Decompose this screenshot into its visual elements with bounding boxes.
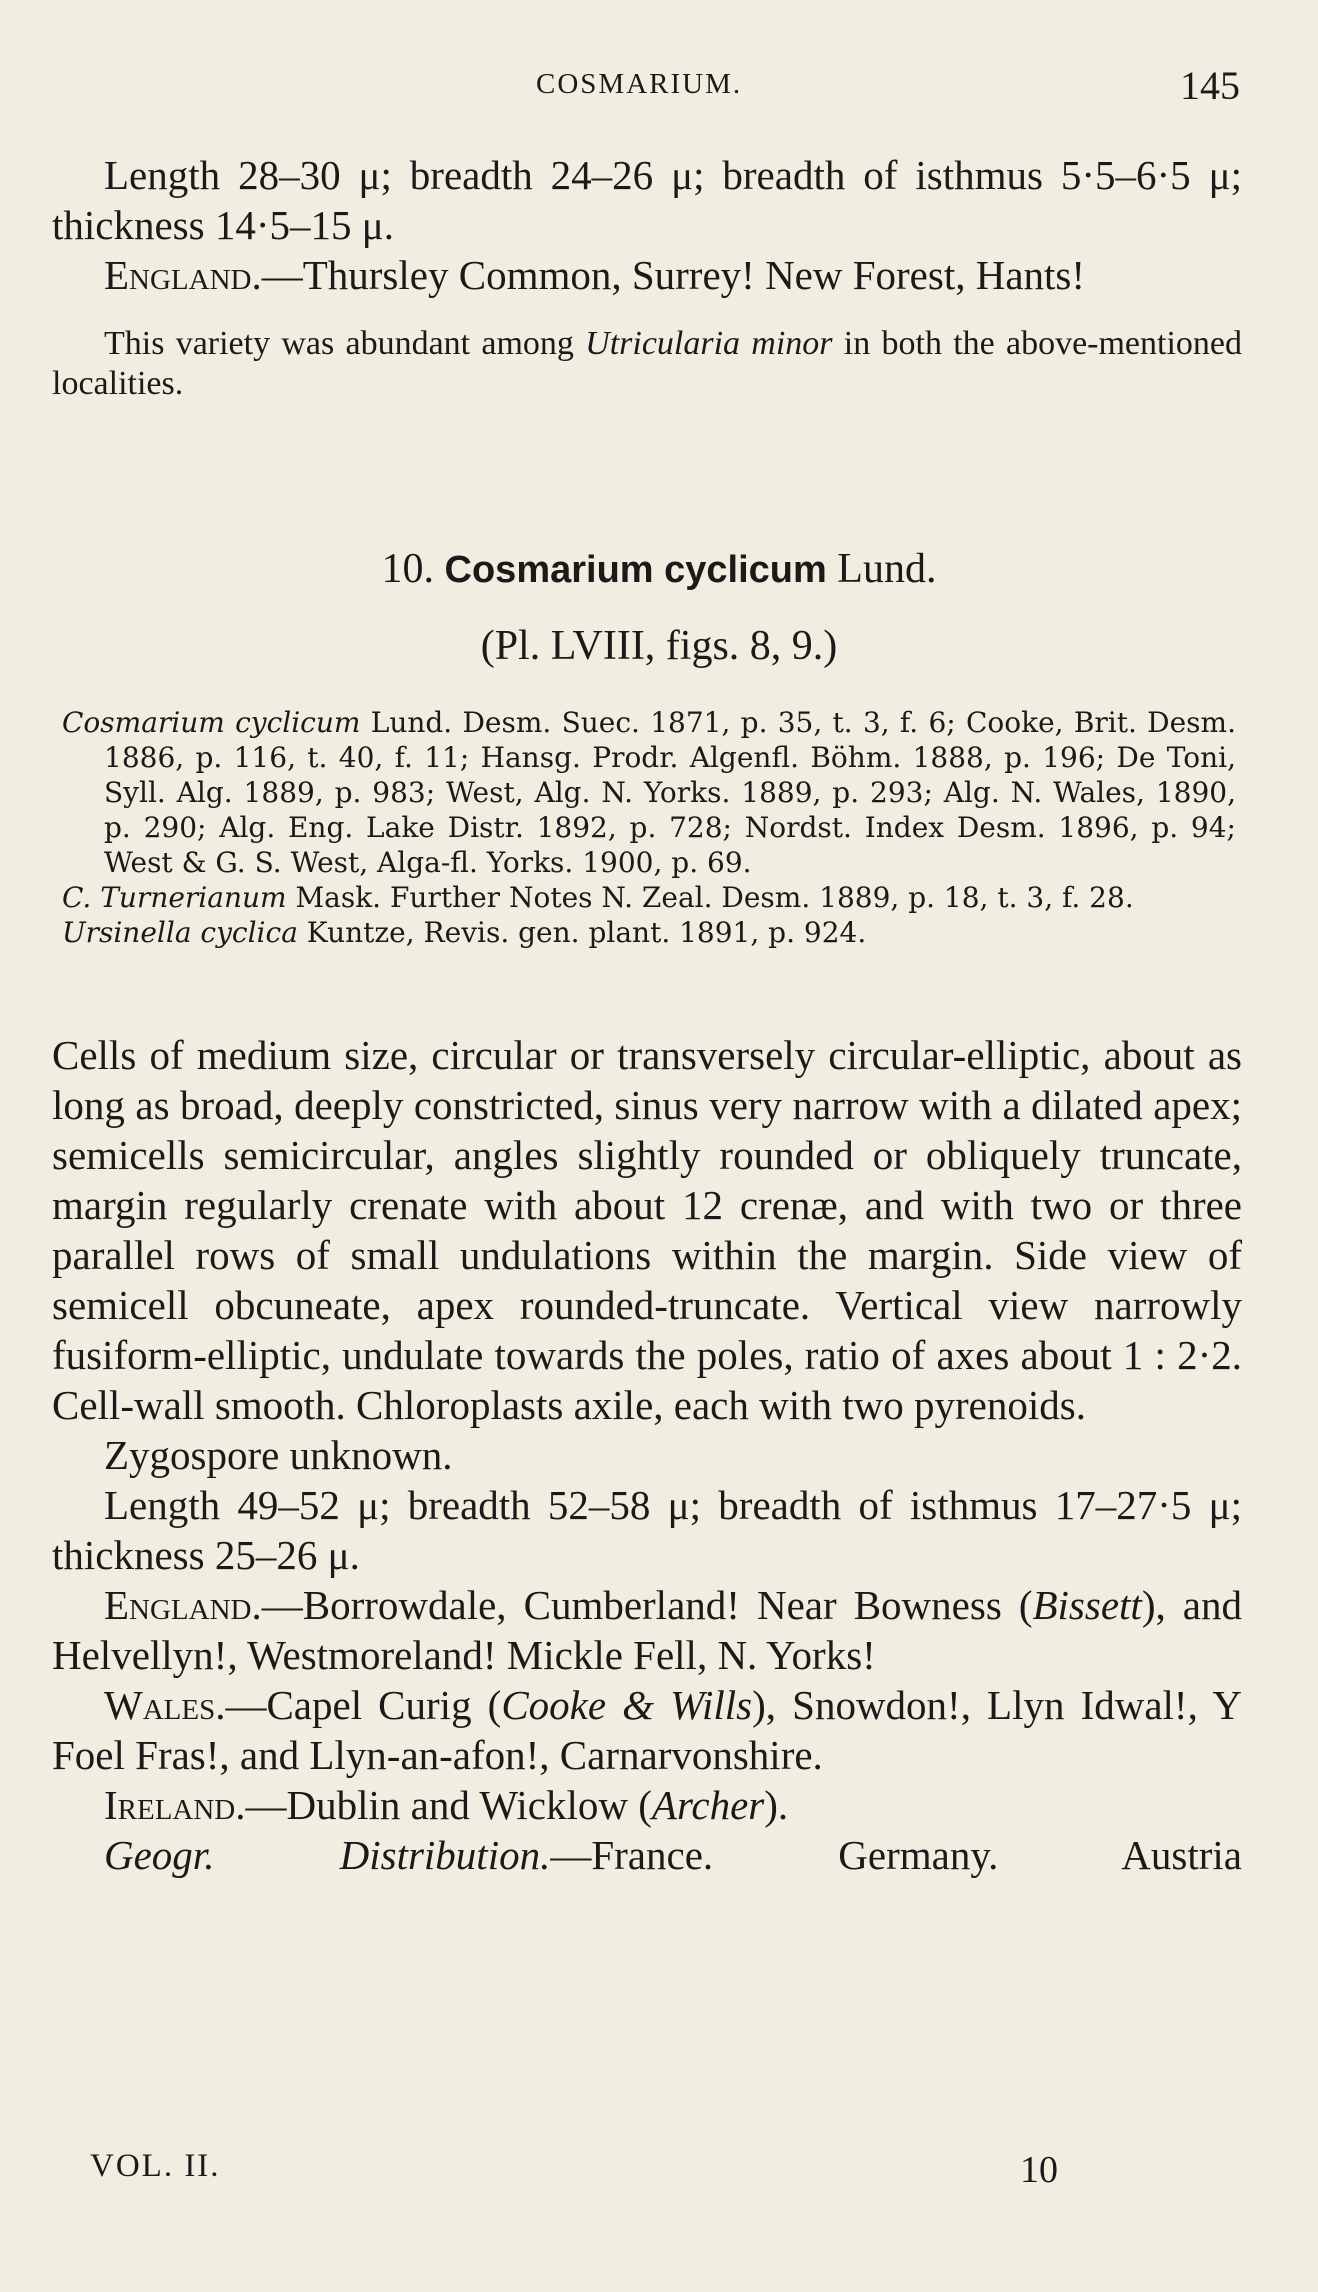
species-name: Cosmarium cyclicum — [444, 549, 827, 591]
synonym-entry — [62, 880, 1236, 915]
distribution-text: —France. Germany. Austria — [550, 1832, 1242, 1878]
volume-label: VOL. II. — [90, 2148, 221, 2184]
previous-variety-england — [52, 250, 1242, 300]
synonym-taxon: Cosmarium cyclicum — [62, 706, 361, 739]
running-head — [0, 62, 1318, 112]
ireland-label: Ireland. — [104, 1782, 246, 1828]
species-author: Lund. — [837, 546, 937, 592]
england-label: England. — [104, 252, 262, 298]
page-number: 145 — [1180, 63, 1240, 108]
locality-wales — [52, 1680, 1242, 1780]
previous-variety-section — [52, 150, 1242, 404]
synonym-taxon: C. Turnerianum — [62, 881, 287, 914]
running-title: COSMARIUM. — [536, 68, 743, 100]
england-localities: —Thursley Common, Surrey! New Forest, Hants! — [261, 252, 1086, 298]
zygospore-note: Zygospore unknown. — [104, 1432, 453, 1478]
description-paragraph: Cells of medium size, circular or transversely circular-elliptic, about as long as broad, deeply constricted, sinus very narrow with a dilated apex; semicells semicircular, angles slightly rounded or obliquely truncate, margin regularly crenate with about 12 crenæ, and with two or three parallel rows of small undulations within the margin. Side view of semicell obcuneate, apex rounded-truncate. Vertical view narrowly fusiform-elliptic, undulate towards the poles, ratio of axes about 1 : 2·2. Cell-wall smooth. Chloroplasts axile, each with two pyrenoids. — [52, 1032, 1242, 1428]
species-description-section — [52, 1030, 1242, 1880]
england-label: England. — [104, 1582, 262, 1628]
synonym-taxon: Ursinella cyclica — [62, 916, 298, 949]
signature-mark: 10 — [1020, 2149, 1058, 2191]
previous-variety-note — [52, 324, 1242, 404]
note-after: in both the above-mentioned localities. — [52, 325, 1243, 402]
note-taxon: Utricularia minor — [585, 325, 833, 362]
synonym-citation: Mask. Further Notes N. Zeal. Desm. 1889, p. 18, t. 3, f. 28. — [286, 881, 1134, 914]
synonymy-list — [62, 705, 1236, 950]
collector-name: Archer — [651, 1782, 765, 1828]
wales-text: ), Snowdon!, Llyn Idwal!, Y Foel Fras!, and Llyn-an-afon!, Carnarvonshire. — [52, 1682, 1243, 1778]
species-number: 10. — [381, 546, 435, 592]
locality-england — [52, 1580, 1242, 1680]
collector-name: Cooke & Wills — [501, 1682, 753, 1728]
synonym-entry — [62, 705, 1236, 880]
species-measurements: Length 49–52 μ; breadth 52–58 μ; breadth of isthmus 17–27·5 μ; thickness 25–26 μ. — [52, 1482, 1242, 1578]
wales-label: Wales. — [104, 1682, 226, 1728]
page-footer — [90, 2148, 1230, 2198]
ireland-text: —Dublin and Wicklow ( — [245, 1782, 652, 1828]
collector-name: Bissett — [1032, 1582, 1142, 1628]
note-before: This variety was abundant among — [104, 325, 586, 362]
locality-ireland — [52, 1780, 1242, 1830]
synonym-citation: Kuntze, Revis. gen. plant. 1891, p. 924. — [297, 916, 867, 949]
synonym-citation: Lund. Desm. Suec. 1871, p. 35, t. 3, f. 6; Cooke, Brit. Desm. 1886, p. 116, t. 40, f. 11; Hansg. Prodr. Algenfl. Böhm. 1888, p. 196; De Toni, Syll. Alg. 1889, p. 983; West, Alg. N. Yorks. 1889, p. 293; Alg. N. Wales, 1890, p. 290; Alg. Eng. Lake Distr. 1892, p. 728; Nordst. Index Desm. 1896, p. 94; West & G. S. West, Alga-fl. Yorks. 1900, p. 69. — [104, 706, 1236, 879]
previous-variety-measurements: Length 28–30 μ; breadth 24–26 μ; breadth of isthmus 5·5–6·5 μ; thickness 14·5–15 μ. — [52, 152, 1242, 248]
synonym-entry — [62, 915, 1236, 950]
geographic-distribution — [52, 1830, 1242, 1880]
wales-text: —Capel Curig ( — [225, 1682, 502, 1728]
england-text: ), and Helvellyn!, Westmoreland! Mickle Fell, N. Yorks! — [52, 1582, 1242, 1678]
england-text: —Borrowdale, Cumberland! Near Bowness ( — [261, 1582, 1033, 1628]
ireland-text: ). — [764, 1782, 789, 1828]
distribution-label: Geogr. Distribution. — [104, 1832, 551, 1878]
species-heading — [0, 545, 1318, 593]
plate-reference: (Pl. LVIII, figs. 8, 9.) — [480, 623, 838, 669]
